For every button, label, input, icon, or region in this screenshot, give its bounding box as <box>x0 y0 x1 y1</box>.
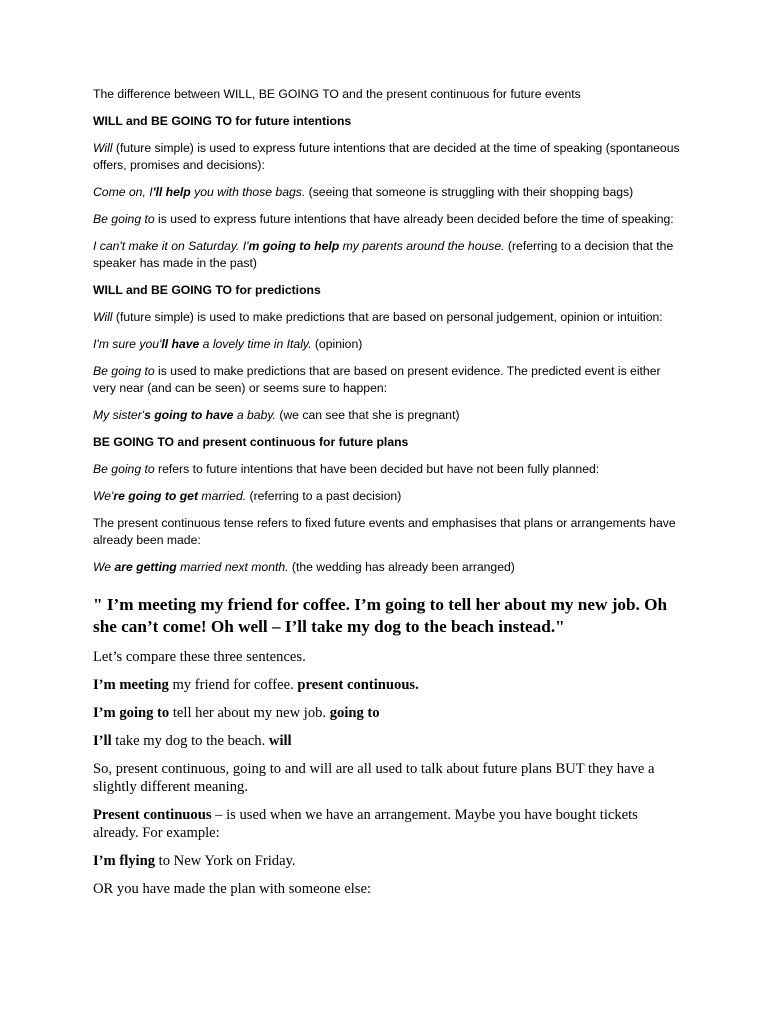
sentence-highlight: I’m going to <box>93 705 170 721</box>
para-present-continuous-use <box>93 806 683 842</box>
sentence-text: tell her about my new job. <box>169 705 330 721</box>
para-going-to-plans <box>93 461 683 478</box>
example-text: my parents around the house. <box>339 239 505 253</box>
example-text: I'm sure you' <box>93 337 162 351</box>
compare-intro: Let’s compare these three sentences. <box>93 649 306 665</box>
example-getting-married <box>93 559 683 576</box>
para-going-to-predictions <box>93 363 683 397</box>
heading-future-plans: BE GOING TO and present continuous for future plans <box>93 435 409 449</box>
quote-block: " I’m meeting my friend for coffee. I’m going to tell her about my new job. Oh she can’t come! Oh well – I’ll take my dog to the beach instead." <box>93 595 668 636</box>
example-text: married next month. <box>176 560 289 574</box>
para-text: (future simple) is used to make predictions that are based on personal judgement, opinion or intuition: <box>112 310 663 324</box>
example-baby <box>93 407 683 424</box>
example-get-married <box>93 488 683 505</box>
sentence-text: my friend for coffee. <box>168 677 298 693</box>
para-or-plan: OR you have made the plan with someone else: <box>93 881 372 897</box>
heading-intentions: WILL and BE GOING TO for future intentions <box>93 114 352 128</box>
doc-title: The difference between WILL, BE GOING TO and the present continuous for future events <box>93 87 581 101</box>
example-note: (opinion) <box>311 337 363 351</box>
term-will: Will <box>93 141 113 155</box>
sentence-highlight: I’ll <box>93 733 112 749</box>
example-highlight: re going to get <box>113 489 199 503</box>
para-summary: So, present continuous, going to and will are all used to talk about future plans BUT they have a slightly different meaning. <box>93 761 655 795</box>
example-note: (referring to a decision that the speaker has made in the past) <box>93 239 674 270</box>
example-highlight: s going to have <box>144 408 234 422</box>
example-text: Come on, I <box>93 185 153 199</box>
para-text: refers to future intentions that have been decided but have not been fully planned: <box>154 462 600 476</box>
example-note: (the wedding has already been arranged) <box>288 560 515 574</box>
term-be-going-to: Be going to <box>93 364 155 378</box>
example-highlight: 'll help <box>152 185 191 199</box>
example-note: (seeing that someone is struggling with their shopping bags) <box>305 185 634 199</box>
example-will-help <box>93 184 683 201</box>
sentence-text: take my dog to the beach. <box>111 733 266 749</box>
example-going-to-help <box>93 238 683 272</box>
example-text: you with those bags. <box>190 185 306 199</box>
para-text: is used to make predictions that are based on present evidence. The predicted event is either very near (and can be seen) or seems sure to happen: <box>93 364 661 395</box>
sentence-tag: present continuous. <box>297 677 419 693</box>
term-be-going-to: Be going to <box>93 462 155 476</box>
example-highlight: are getting <box>114 560 177 574</box>
example-text: I can't make it on Saturday. I' <box>93 239 249 253</box>
example-note: (we can see that she is pregnant) <box>275 408 460 422</box>
example-highlight: m going to help <box>248 239 340 253</box>
example-text: married. <box>198 489 247 503</box>
example-text: a lovely time in Italy. <box>199 337 312 351</box>
sentence-will <box>93 732 683 750</box>
example-lovely-time <box>93 336 683 353</box>
sentence-tag: going to <box>329 705 380 721</box>
para-text: is used to express future intentions that have already been decided before the time of speaking: <box>154 212 674 226</box>
sentence-present-continuous <box>93 676 683 694</box>
para-will-predictions <box>93 309 683 326</box>
sentence-tag: will <box>265 733 292 749</box>
example-text: a baby. <box>233 408 276 422</box>
example-note: (referring to a past decision) <box>246 489 402 503</box>
sentence-text: to New York on Friday. <box>155 853 296 869</box>
para-text: (future simple) is used to express future intentions that are decided at the time of speaking (spontaneous offers, promises and decisions): <box>93 141 680 172</box>
sentence-highlight: I’m flying <box>93 853 156 869</box>
para-text: – is used when we have an arrangement. Maybe you have bought tickets already. For example: <box>93 807 638 841</box>
para-going-to-intentions <box>93 211 683 228</box>
example-flying <box>93 852 683 870</box>
para-present-continuous: The present continuous tense refers to fixed future events and emphasises that plans or arrangements have already been made: <box>93 516 676 547</box>
term-be-going-to: Be going to <box>93 212 155 226</box>
example-text: My sister' <box>93 408 145 422</box>
heading-predictions: WILL and BE GOING TO for predictions <box>93 283 321 297</box>
para-will-intentions <box>93 140 683 174</box>
term-will: Will <box>93 310 113 324</box>
example-text: We' <box>93 489 114 503</box>
sentence-going-to <box>93 704 683 722</box>
term-present-continuous: Present continuous <box>93 807 212 823</box>
document-page <box>93 86 683 908</box>
sentence-highlight: I’m meeting <box>93 677 169 693</box>
example-text: We <box>93 560 115 574</box>
example-highlight: ll have <box>161 337 200 351</box>
